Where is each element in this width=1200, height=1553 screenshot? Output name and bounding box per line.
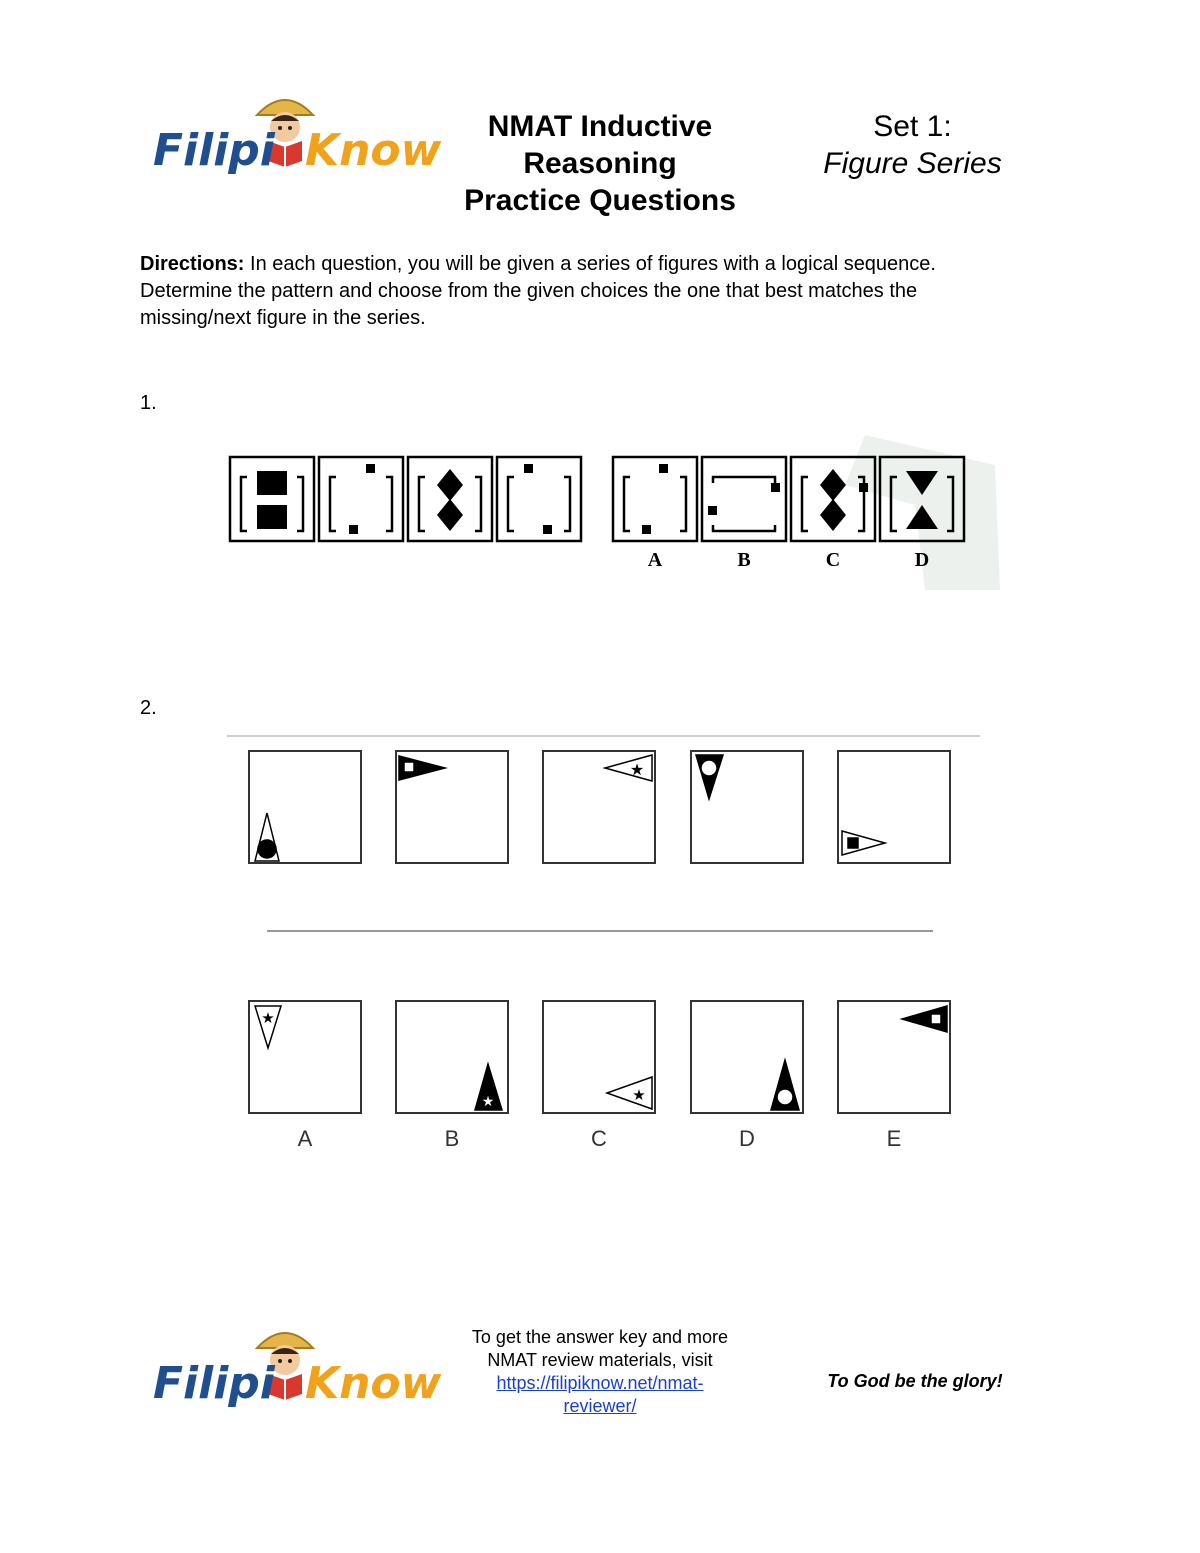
q1-choice-box-a[interactable] (613, 457, 697, 541)
logo-graphic (150, 85, 442, 205)
set-heading (800, 108, 1025, 182)
title-line-2: Reasoning (523, 147, 677, 180)
q2-choice-label-c: C (591, 1126, 607, 1151)
footer-note (440, 1326, 760, 1418)
svg-text:★: ★ (629, 762, 645, 779)
q1-choice-label-a: A (647, 549, 663, 571)
footer-line-2: NMAT review materials, visit (487, 1350, 713, 1370)
directions-paragraph (140, 251, 1020, 332)
logo-graphic-footer (150, 1318, 442, 1438)
svg-text:★: ★ (481, 1095, 495, 1110)
q1-choice-label-d: D (914, 549, 930, 571)
q1-choice-box-b[interactable] (702, 457, 786, 541)
q1-series-box-2 (319, 457, 403, 541)
q2-choice-label-b: B (444, 1126, 460, 1151)
question-1-number: 1. (140, 392, 157, 414)
q1-choice-label-c: C (825, 549, 841, 571)
page-title (440, 108, 760, 219)
footer-link-part-1[interactable]: https://filipiknow.net/nmat- (496, 1373, 704, 1393)
directions-text: In each question, you will be given a series of figures with a logical sequence. Determine the pattern and choose from the given choices the one that best matches the missing/next figure in the series. (140, 253, 936, 329)
title-line-3: Practice Questions (464, 184, 736, 217)
logo-brand-left: Filipi (153, 125, 275, 176)
question-2-number: 2. (140, 697, 157, 719)
q2-choice-label-a: A (297, 1126, 313, 1151)
title-line-1: NMAT Inductive (487, 110, 713, 143)
question-1-figure (225, 425, 1005, 595)
logo-brand-right: Know (305, 125, 442, 176)
set-label: Set 1: (873, 110, 952, 143)
footer-glory: To God be the glory! (827, 1371, 1003, 1391)
svg-text:★: ★ (261, 1011, 275, 1027)
svg-text:★: ★ (632, 1088, 646, 1104)
footer-line-1: To get the answer key and more (471, 1327, 729, 1347)
filipiknow-logo-footer (150, 1318, 442, 1438)
directions-label: Directions: (140, 253, 245, 275)
set-name: Figure Series (823, 147, 1002, 180)
question-2-figure (225, 725, 985, 1155)
filipiknow-logo-header (150, 85, 442, 205)
footer-link-part-2[interactable]: reviewer/ (563, 1396, 637, 1416)
footer-logo-brand-left: Filipi (153, 1358, 275, 1409)
q1-choice-label-b: B (737, 549, 751, 571)
q2-choice-label-d: D (739, 1126, 755, 1151)
q2-choice-label-e: E (886, 1126, 902, 1151)
q1-series-box-4 (497, 457, 581, 541)
footer-logo-brand-right: Know (305, 1358, 442, 1409)
